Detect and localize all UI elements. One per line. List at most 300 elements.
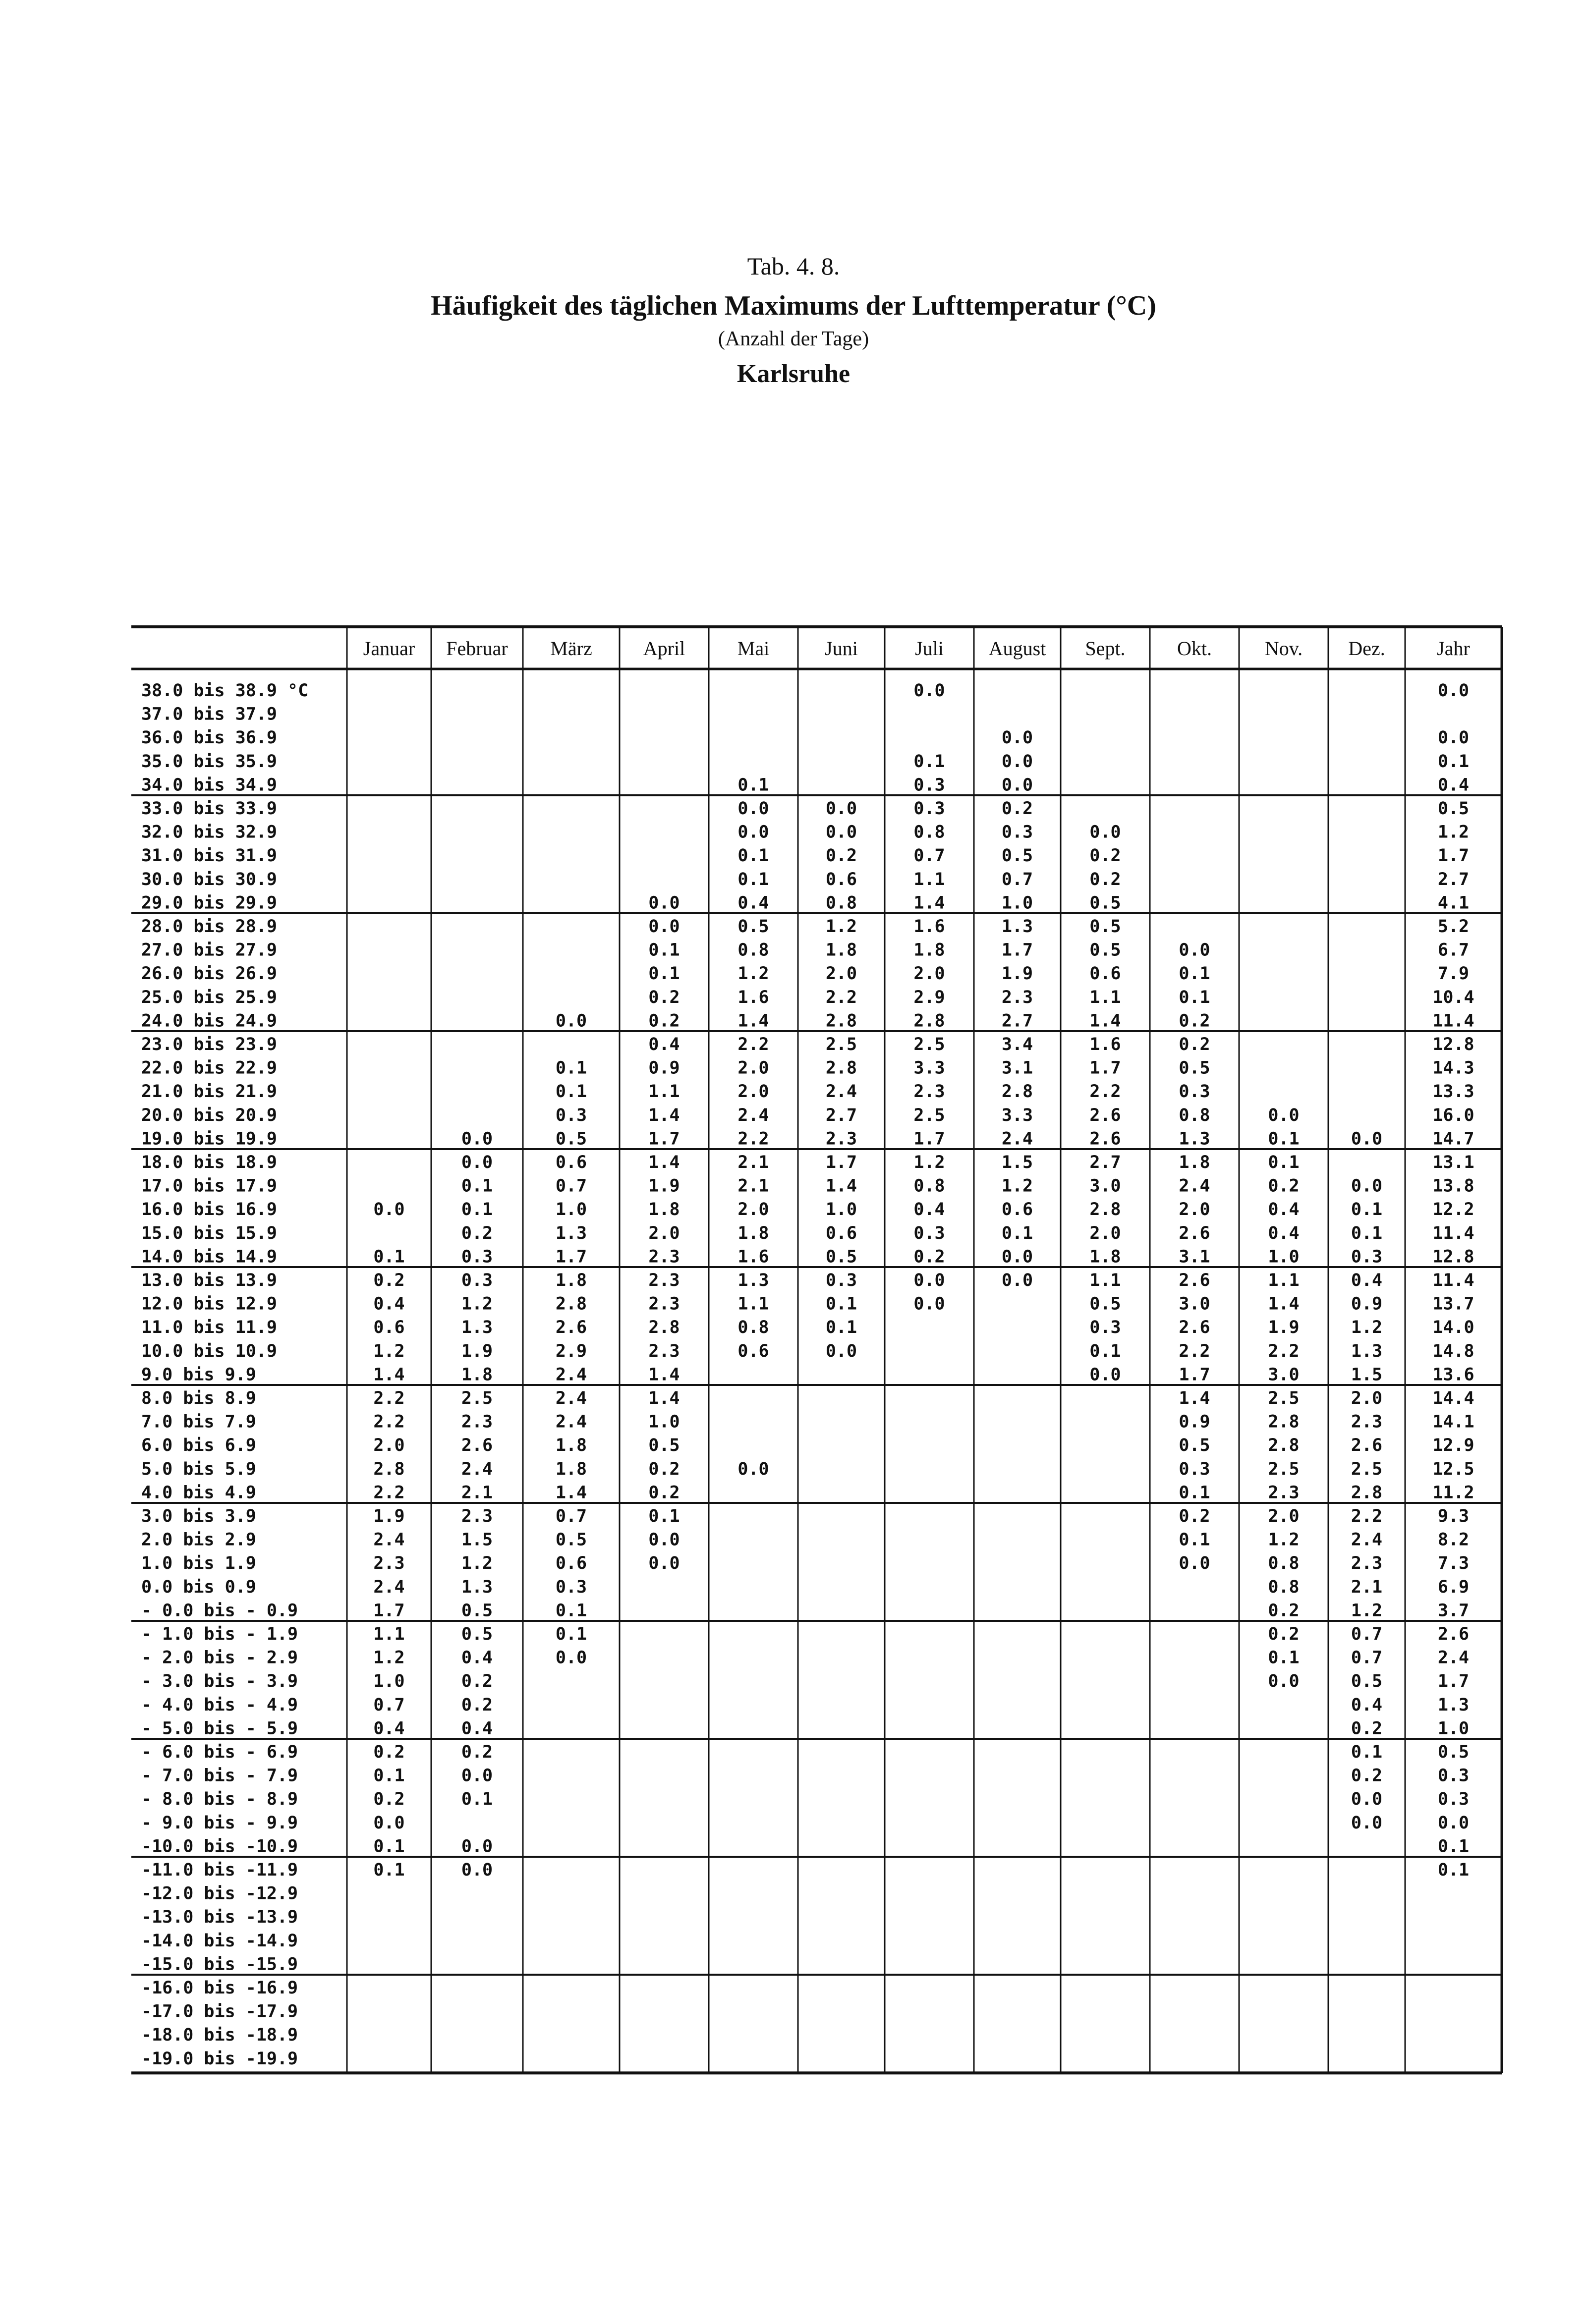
- table-cell-value: 0.5: [461, 1624, 493, 1644]
- table-cell-value: 1.1: [913, 869, 945, 889]
- table-cell-value: 2.8: [555, 1294, 587, 1314]
- table-cell-value: 2.3: [1268, 1483, 1300, 1503]
- table-cell-value: 0.2: [648, 987, 680, 1007]
- row-range-label: -14.0 bis -14.9: [141, 1931, 298, 1951]
- table-cell-value: 2.5: [913, 1105, 945, 1125]
- row-range-label: 32.0 bis 32.9: [141, 822, 277, 842]
- table-cell-value: 1.8: [461, 1365, 493, 1385]
- table-cell-value: 6.9: [1437, 1577, 1470, 1597]
- table-cell-value: 0.0: [1351, 1129, 1383, 1149]
- table-cell-value: 2.4: [555, 1365, 587, 1385]
- table-cell-value: 2.6: [1179, 1271, 1210, 1290]
- table-cell-value: 3.1: [1179, 1247, 1210, 1267]
- table-cell-value: 0.0: [1437, 1813, 1470, 1833]
- table-cell-value: 0.1: [555, 1082, 587, 1102]
- table-cell-value: 0.1: [373, 1766, 405, 1786]
- table-cell-value: 0.1: [555, 1601, 587, 1621]
- table-cell-value: 0.0: [1437, 728, 1470, 748]
- table-cell-value: 0.1: [1179, 964, 1210, 984]
- table-cell-value: 1.1: [1089, 1271, 1121, 1290]
- table-cell-value: 13.1: [1432, 1153, 1474, 1172]
- table-cell-value: 1.2: [1268, 1530, 1300, 1550]
- table-cell-value: 0.4: [913, 1200, 945, 1220]
- table-cell-value: 2.4: [1351, 1530, 1383, 1550]
- table-cell-value: 1.7: [555, 1247, 587, 1267]
- table-cell-value: 0.2: [461, 1742, 493, 1762]
- table-cell-value: 0.0: [1268, 1671, 1300, 1692]
- table-cell-value: 0.2: [461, 1671, 493, 1692]
- table-cell-value: 2.6: [1179, 1223, 1210, 1243]
- table-cell-value: 0.2: [1089, 846, 1121, 866]
- table-cell-value: 11.4: [1432, 1223, 1474, 1243]
- row-range-label: -12.0 bis -12.9: [141, 1883, 298, 1904]
- table-cell-value: 0.2: [461, 1223, 493, 1243]
- table-cell-value: 3.0: [1179, 1294, 1210, 1314]
- table-cell-value: 2.6: [461, 1436, 493, 1456]
- row-range-label: 14.0 bis 14.9: [141, 1247, 277, 1267]
- table-cell-value: 1.8: [555, 1436, 587, 1456]
- table-cell-value: 2.3: [373, 1553, 405, 1574]
- table-cell-value: 0.2: [1089, 869, 1121, 889]
- table-cell-value: 0.5: [1179, 1436, 1210, 1456]
- table-cell-value: 2.1: [737, 1153, 769, 1172]
- table-cell-value: 0.1: [648, 940, 680, 960]
- table-cell-value: 12.8: [1432, 1035, 1474, 1054]
- row-range-label: 26.0 bis 26.9: [141, 964, 277, 984]
- table-cell-value: 14.1: [1432, 1412, 1474, 1432]
- table-cell-value: 0.2: [648, 1011, 680, 1031]
- table-cell-value: 2.4: [461, 1459, 493, 1479]
- row-range-label: 35.0 bis 35.9: [141, 751, 277, 772]
- table-cell-value: 0.0: [1001, 775, 1033, 795]
- table-cell-value: 0.7: [1351, 1624, 1383, 1644]
- table-cell-value: 0.1: [555, 1624, 587, 1644]
- table-cell-value: 0.2: [648, 1483, 680, 1503]
- table-cell-value: 2.2: [1089, 1082, 1121, 1102]
- row-range-label: 27.0 bis 27.9: [141, 940, 277, 960]
- table-cell-value: 2.5: [1268, 1459, 1300, 1479]
- table-cell-value: 1.5: [1351, 1365, 1383, 1385]
- table-cell-value: 0.4: [1351, 1271, 1383, 1290]
- table-cell-value: 1.7: [1179, 1365, 1210, 1385]
- table-cell-value: 0.6: [1089, 964, 1121, 984]
- table-cell-value: 0.0: [1089, 1365, 1121, 1385]
- table-cell-value: 0.1: [1179, 1483, 1210, 1503]
- table-cell-value: 1.3: [737, 1271, 769, 1290]
- table-cell-value: 0.1: [1351, 1223, 1383, 1243]
- table-cell-value: 0.0: [825, 1341, 857, 1361]
- table-cell-value: 2.1: [737, 1176, 769, 1196]
- table-cell-value: 0.1: [648, 964, 680, 984]
- table-cell-value: 0.5: [648, 1436, 680, 1456]
- table-cell-value: 1.4: [555, 1483, 587, 1503]
- table-cell-value: 2.8: [373, 1459, 405, 1479]
- row-range-label: 36.0 bis 36.9: [141, 728, 277, 748]
- table-cell-value: 1.4: [1089, 1011, 1121, 1031]
- table-cell-value: 2.5: [913, 1035, 945, 1054]
- table-cell-value: 1.3: [1351, 1341, 1383, 1361]
- table-cell-value: 0.3: [1089, 1318, 1121, 1338]
- table-cell-value: 0.8: [737, 940, 769, 960]
- row-range-label: 18.0 bis 18.9: [141, 1153, 277, 1172]
- table-cell-value: 2.0: [737, 1058, 769, 1078]
- table-cell-value: 12.9: [1432, 1436, 1474, 1456]
- table-cell-value: 14.3: [1432, 1058, 1474, 1078]
- table-cell-value: 2.0: [1268, 1506, 1300, 1526]
- table-cell-value: 2.0: [1351, 1388, 1383, 1408]
- table-cell-value: 2.2: [373, 1388, 405, 1408]
- table-cell-value: 7.9: [1437, 964, 1470, 984]
- table-cell-value: 2.2: [373, 1483, 405, 1503]
- table-cell-value: 2.3: [1351, 1553, 1383, 1574]
- table-cell-value: 0.1: [461, 1200, 493, 1220]
- table-cell-value: 0.1: [1351, 1200, 1383, 1220]
- table-body: [141, 681, 1474, 2069]
- table-cell-value: 2.5: [461, 1388, 493, 1408]
- table-cell-value: 0.2: [1351, 1766, 1383, 1786]
- table-cell-value: 1.8: [1089, 1247, 1121, 1267]
- table-cell-value: 0.4: [1268, 1223, 1300, 1243]
- table-cell-value: 1.2: [737, 964, 769, 984]
- row-range-label: 19.0 bis 19.9: [141, 1129, 277, 1149]
- table-cell-value: 2.7: [1001, 1011, 1033, 1031]
- table-cell-value: 1.0: [555, 1200, 587, 1220]
- table-cell-value: 12.5: [1432, 1459, 1474, 1479]
- table-cell-value: 3.4: [1001, 1035, 1033, 1054]
- table-cell-value: 0.8: [1268, 1577, 1300, 1597]
- table-cell-value: 1.0: [373, 1671, 405, 1692]
- table-cell-value: 0.3: [555, 1577, 587, 1597]
- month-header: März: [550, 637, 592, 660]
- row-range-label: 31.0 bis 31.9: [141, 846, 277, 866]
- table-cell-value: 2.0: [1089, 1223, 1121, 1243]
- table-cell-value: 1.8: [737, 1223, 769, 1243]
- table-cell-value: 2.4: [1179, 1176, 1210, 1196]
- table-cell-value: 2.9: [913, 987, 945, 1007]
- table-cell-value: 2.5: [1351, 1459, 1383, 1479]
- table-cell-value: 0.6: [825, 869, 857, 889]
- table-cell-value: 0.0: [461, 1860, 493, 1880]
- table-cell-value: 1.1: [648, 1082, 680, 1102]
- table-cell-value: 2.2: [1351, 1506, 1383, 1526]
- table-cell-value: 0.5: [1437, 799, 1470, 819]
- table-cell-value: 2.6: [555, 1318, 587, 1338]
- month-header: Juli: [915, 637, 944, 660]
- row-range-label: -16.0 bis -16.9: [141, 1978, 298, 1998]
- table-cell-value: 1.4: [648, 1105, 680, 1125]
- row-range-label: -17.0 bis -17.9: [141, 2001, 298, 2022]
- table-cell-value: 0.6: [373, 1318, 405, 1338]
- table-cell-value: 2.7: [1089, 1153, 1121, 1172]
- table-cell-value: 0.5: [737, 917, 769, 937]
- table-cell-value: 0.5: [1351, 1671, 1383, 1692]
- table-cell-value: 0.4: [1351, 1695, 1383, 1715]
- table-cell-value: 0.0: [555, 1011, 587, 1031]
- table-cell-value: 1.7: [1437, 1671, 1470, 1692]
- table-cell-value: 0.5: [1089, 893, 1121, 913]
- row-range-label: -19.0 bis -19.9: [141, 2048, 298, 2069]
- table-cell-value: 11.4: [1432, 1271, 1474, 1290]
- table-cell-value: 2.8: [913, 1011, 945, 1031]
- table-cell-value: 1.9: [1001, 964, 1033, 984]
- table-cell-value: 2.8: [1268, 1436, 1300, 1456]
- table-cell-value: 1.2: [373, 1648, 405, 1668]
- row-range-label: 13.0 bis 13.9: [141, 1271, 277, 1290]
- table-cell-value: 1.2: [461, 1294, 493, 1314]
- table-cell-value: 1.1: [1089, 987, 1121, 1007]
- table-cell-value: 0.0: [648, 917, 680, 937]
- table-cell-value: 1.0: [648, 1412, 680, 1432]
- table-cell-value: 2.4: [555, 1388, 587, 1408]
- table-cell-value: 2.8: [1268, 1412, 1300, 1432]
- table-cell-value: 0.1: [1268, 1153, 1300, 1172]
- row-range-label: - 2.0 bis - 2.9: [141, 1648, 298, 1668]
- table-cell-value: 0.4: [461, 1718, 493, 1739]
- table-cell-value: 0.7: [373, 1695, 405, 1715]
- table-cell-value: 1.7: [373, 1601, 405, 1621]
- table-cell-value: 1.6: [737, 1247, 769, 1267]
- table-cell-value: 0.2: [373, 1789, 405, 1810]
- table-cell-value: 0.3: [1179, 1459, 1210, 1479]
- table-cell-value: 0.4: [1437, 775, 1470, 795]
- table-cell-value: 1.1: [1268, 1271, 1300, 1290]
- table-cell-value: 2.7: [825, 1105, 857, 1125]
- table-cell-value: 0.7: [555, 1176, 587, 1196]
- table-cell-value: 0.3: [1179, 1082, 1210, 1102]
- table-cell-value: 0.1: [1089, 1341, 1121, 1361]
- row-range-label: 25.0 bis 25.9: [141, 987, 277, 1007]
- table-cell-value: 2.0: [913, 964, 945, 984]
- table-cell-value: 0.2: [1001, 799, 1033, 819]
- table-cell-value: 0.0: [1179, 940, 1210, 960]
- table-cell-value: 1.2: [913, 1153, 945, 1172]
- table-cell-value: 0.1: [1001, 1223, 1033, 1243]
- month-header-row: [363, 637, 1470, 660]
- table-cell-value: 1.3: [1001, 917, 1033, 937]
- table-cell-value: 1.8: [825, 940, 857, 960]
- row-range-label: - 9.0 bis - 9.9: [141, 1813, 298, 1833]
- table-cell-value: 0.2: [461, 1695, 493, 1715]
- table-cell-value: 0.3: [913, 775, 945, 795]
- table-cell-value: 2.3: [461, 1412, 493, 1432]
- row-range-label: 9.0 bis 9.9: [141, 1365, 256, 1385]
- table-cell-value: 0.5: [1089, 1294, 1121, 1314]
- table-cell-value: 2.3: [648, 1341, 680, 1361]
- month-header: Jahr: [1437, 637, 1470, 660]
- table-cell-value: 0.0: [1001, 1271, 1033, 1290]
- table-cell-value: 2.3: [648, 1247, 680, 1267]
- table-cell-value: 0.1: [1268, 1648, 1300, 1668]
- table-cell-value: 2.4: [825, 1082, 857, 1102]
- table-cell-value: 0.1: [555, 1058, 587, 1078]
- table-cell-value: 1.6: [913, 917, 945, 937]
- table-cell-value: 2.6: [1437, 1624, 1470, 1644]
- table-cell-value: 8.2: [1437, 1530, 1470, 1550]
- table-cell-value: 13.7: [1432, 1294, 1474, 1314]
- table-cell-value: 2.7: [1437, 869, 1470, 889]
- month-header: Okt.: [1177, 637, 1212, 660]
- row-range-label: -10.0 bis -10.9: [141, 1836, 298, 1857]
- table-cell-value: 0.2: [1268, 1601, 1300, 1621]
- table-cell-value: 0.0: [1437, 681, 1470, 701]
- table-cell-value: 0.0: [825, 822, 857, 842]
- row-range-label: 30.0 bis 30.9: [141, 869, 277, 889]
- table-cell-value: 0.2: [1179, 1035, 1210, 1054]
- table-cell-value: 2.2: [825, 987, 857, 1007]
- table-cell-value: 9.3: [1437, 1506, 1470, 1526]
- table-cell-value: 1.7: [648, 1129, 680, 1149]
- table-cell-value: 0.1: [1437, 751, 1470, 772]
- row-range-label: 15.0 bis 15.9: [141, 1223, 277, 1243]
- row-range-label: 7.0 bis 7.9: [141, 1412, 256, 1432]
- table-cell-value: 2.5: [825, 1035, 857, 1054]
- row-range-label: -11.0 bis -11.9: [141, 1860, 298, 1880]
- table-cell-value: 1.7: [1089, 1058, 1121, 1078]
- table-cell-value: 0.3: [461, 1247, 493, 1267]
- table-cell-value: 0.2: [1268, 1624, 1300, 1644]
- table-cell-value: 0.0: [1179, 1553, 1210, 1574]
- table-cell-value: 0.2: [1351, 1718, 1383, 1739]
- table-cell-value: 0.4: [373, 1294, 405, 1314]
- row-range-label: - 3.0 bis - 3.9: [141, 1671, 298, 1692]
- table-cell-value: 2.3: [1351, 1412, 1383, 1432]
- row-range-label: 1.0 bis 1.9: [141, 1553, 256, 1574]
- table-cell-value: 0.0: [737, 822, 769, 842]
- table-cell-value: 2.0: [373, 1436, 405, 1456]
- table-cell-value: 3.3: [913, 1058, 945, 1078]
- table-cell-value: 13.8: [1432, 1176, 1474, 1196]
- table-cell-value: 1.5: [1001, 1153, 1033, 1172]
- table-cell-value: 0.2: [1179, 1011, 1210, 1031]
- table-cell-value: 0.3: [1437, 1789, 1470, 1810]
- table-cell-value: 0.1: [1268, 1129, 1300, 1149]
- table-cell-value: 0.0: [1001, 751, 1033, 772]
- table-cell-value: 14.4: [1432, 1388, 1474, 1408]
- table-cell-value: 1.1: [737, 1294, 769, 1314]
- table-cell-value: 2.6: [1351, 1436, 1383, 1456]
- row-range-label: 4.0 bis 4.9: [141, 1483, 256, 1503]
- table-cell-value: 1.8: [555, 1271, 587, 1290]
- table-cell-value: 0.2: [913, 1247, 945, 1267]
- table-cell-value: 0.1: [1179, 1530, 1210, 1550]
- table-cell-value: 0.7: [555, 1506, 587, 1526]
- table-cell-value: 3.0: [1089, 1176, 1121, 1196]
- table-cell-value: 1.4: [648, 1153, 680, 1172]
- table-cell-value: 2.3: [913, 1082, 945, 1102]
- month-header: April: [643, 637, 685, 660]
- table-cell-value: 1.6: [1089, 1035, 1121, 1054]
- table-cell-value: 0.5: [1001, 846, 1033, 866]
- row-range-label: 17.0 bis 17.9: [141, 1176, 277, 1196]
- row-range-label: 38.0 bis 38.9 °C: [141, 681, 309, 701]
- table-cell-value: 0.5: [825, 1247, 857, 1267]
- table-cell-value: 2.8: [648, 1318, 680, 1338]
- table-cell-value: 0.3: [913, 799, 945, 819]
- table-cell-value: 2.3: [1001, 987, 1033, 1007]
- table-title: Häufigkeit des täglichen Maximums der Lufttemperatur (°C): [431, 290, 1156, 321]
- table-cell-value: 2.2: [1268, 1341, 1300, 1361]
- table-cell-value: 0.9: [1351, 1294, 1383, 1314]
- table-cell-value: 1.9: [373, 1506, 405, 1526]
- table-cell-value: 13.3: [1432, 1082, 1474, 1102]
- table-cell-value: 12.2: [1432, 1200, 1474, 1220]
- table-cell-value: 0.4: [373, 1718, 405, 1739]
- row-range-label: 8.0 bis 8.9: [141, 1388, 256, 1408]
- table-cell-value: 2.2: [737, 1129, 769, 1149]
- table-cell-value: 1.7: [1437, 846, 1470, 866]
- table-cell-value: 0.6: [737, 1341, 769, 1361]
- row-range-label: - 6.0 bis - 6.9: [141, 1742, 298, 1762]
- table-cell-value: 1.8: [1179, 1153, 1210, 1172]
- table-cell-value: 0.2: [825, 846, 857, 866]
- table-cell-value: 1.4: [1179, 1388, 1210, 1408]
- table-cell-value: 0.8: [913, 1176, 945, 1196]
- table-cell-value: 1.0: [1437, 1718, 1470, 1739]
- table-cell-value: 0.0: [555, 1648, 587, 1668]
- table-cell-value: 2.9: [555, 1341, 587, 1361]
- table-cell-value: 1.3: [1437, 1695, 1470, 1715]
- table-cell-value: 1.2: [1437, 822, 1470, 842]
- row-range-label: 20.0 bis 20.9: [141, 1105, 277, 1125]
- table-cell-value: 0.0: [461, 1153, 493, 1172]
- table-cell-value: 0.5: [461, 1601, 493, 1621]
- table-cell-value: 0.0: [737, 799, 769, 819]
- row-range-label: 22.0 bis 22.9: [141, 1058, 277, 1078]
- table-cell-value: 2.0: [737, 1082, 769, 1102]
- table-cell-value: 2.8: [1001, 1082, 1033, 1102]
- row-range-label: 28.0 bis 28.9: [141, 917, 277, 937]
- table-cell-value: 1.7: [825, 1153, 857, 1172]
- table-cell-value: 0.0: [373, 1200, 405, 1220]
- table-cell-value: 0.1: [825, 1318, 857, 1338]
- row-range-label: 29.0 bis 29.9: [141, 893, 277, 913]
- table-cell-value: 0.0: [1001, 1247, 1033, 1267]
- table-cell-value: 0.1: [461, 1789, 493, 1810]
- table-cell-value: 2.8: [825, 1011, 857, 1031]
- table-cell-value: 2.2: [737, 1035, 769, 1054]
- station-name: Karlsruhe: [737, 360, 850, 388]
- table-cell-value: 12.8: [1432, 1247, 1474, 1267]
- table-cell-value: 1.9: [648, 1176, 680, 1196]
- table-cell-value: 0.0: [913, 1271, 945, 1290]
- table-cell-value: 0.1: [461, 1176, 493, 1196]
- row-range-label: 0.0 bis 0.9: [141, 1577, 256, 1597]
- table-cell-value: 1.4: [737, 1011, 769, 1031]
- table-cell-value: 2.4: [373, 1577, 405, 1597]
- table-cell-value: 0.3: [1351, 1247, 1383, 1267]
- table-cell-value: 2.0: [825, 964, 857, 984]
- table-cell-value: 13.6: [1432, 1365, 1474, 1385]
- table-cell-value: 1.8: [555, 1459, 587, 1479]
- table-cell-value: 2.8: [825, 1058, 857, 1078]
- table-cell-value: 0.0: [648, 893, 680, 913]
- month-header: Dez.: [1348, 637, 1385, 660]
- table-cell-value: 0.8: [737, 1318, 769, 1338]
- row-range-label: 5.0 bis 5.9: [141, 1459, 256, 1479]
- row-range-label: - 8.0 bis - 8.9: [141, 1789, 298, 1810]
- month-header: August: [988, 637, 1046, 660]
- table-cell-value: 1.2: [373, 1341, 405, 1361]
- table-cell-value: 0.2: [1268, 1176, 1300, 1196]
- table-cell-value: 0.3: [913, 1223, 945, 1243]
- table-subtitle: (Anzahl der Tage): [718, 328, 869, 350]
- table-cell-value: 1.3: [1179, 1129, 1210, 1149]
- table-cell-value: 0.4: [648, 1035, 680, 1054]
- table-cell-value: 16.0: [1432, 1105, 1474, 1125]
- table-cell-value: 1.3: [555, 1223, 587, 1243]
- table-cell-value: 2.8: [1351, 1483, 1383, 1503]
- table-cell-value: 1.7: [913, 1129, 945, 1149]
